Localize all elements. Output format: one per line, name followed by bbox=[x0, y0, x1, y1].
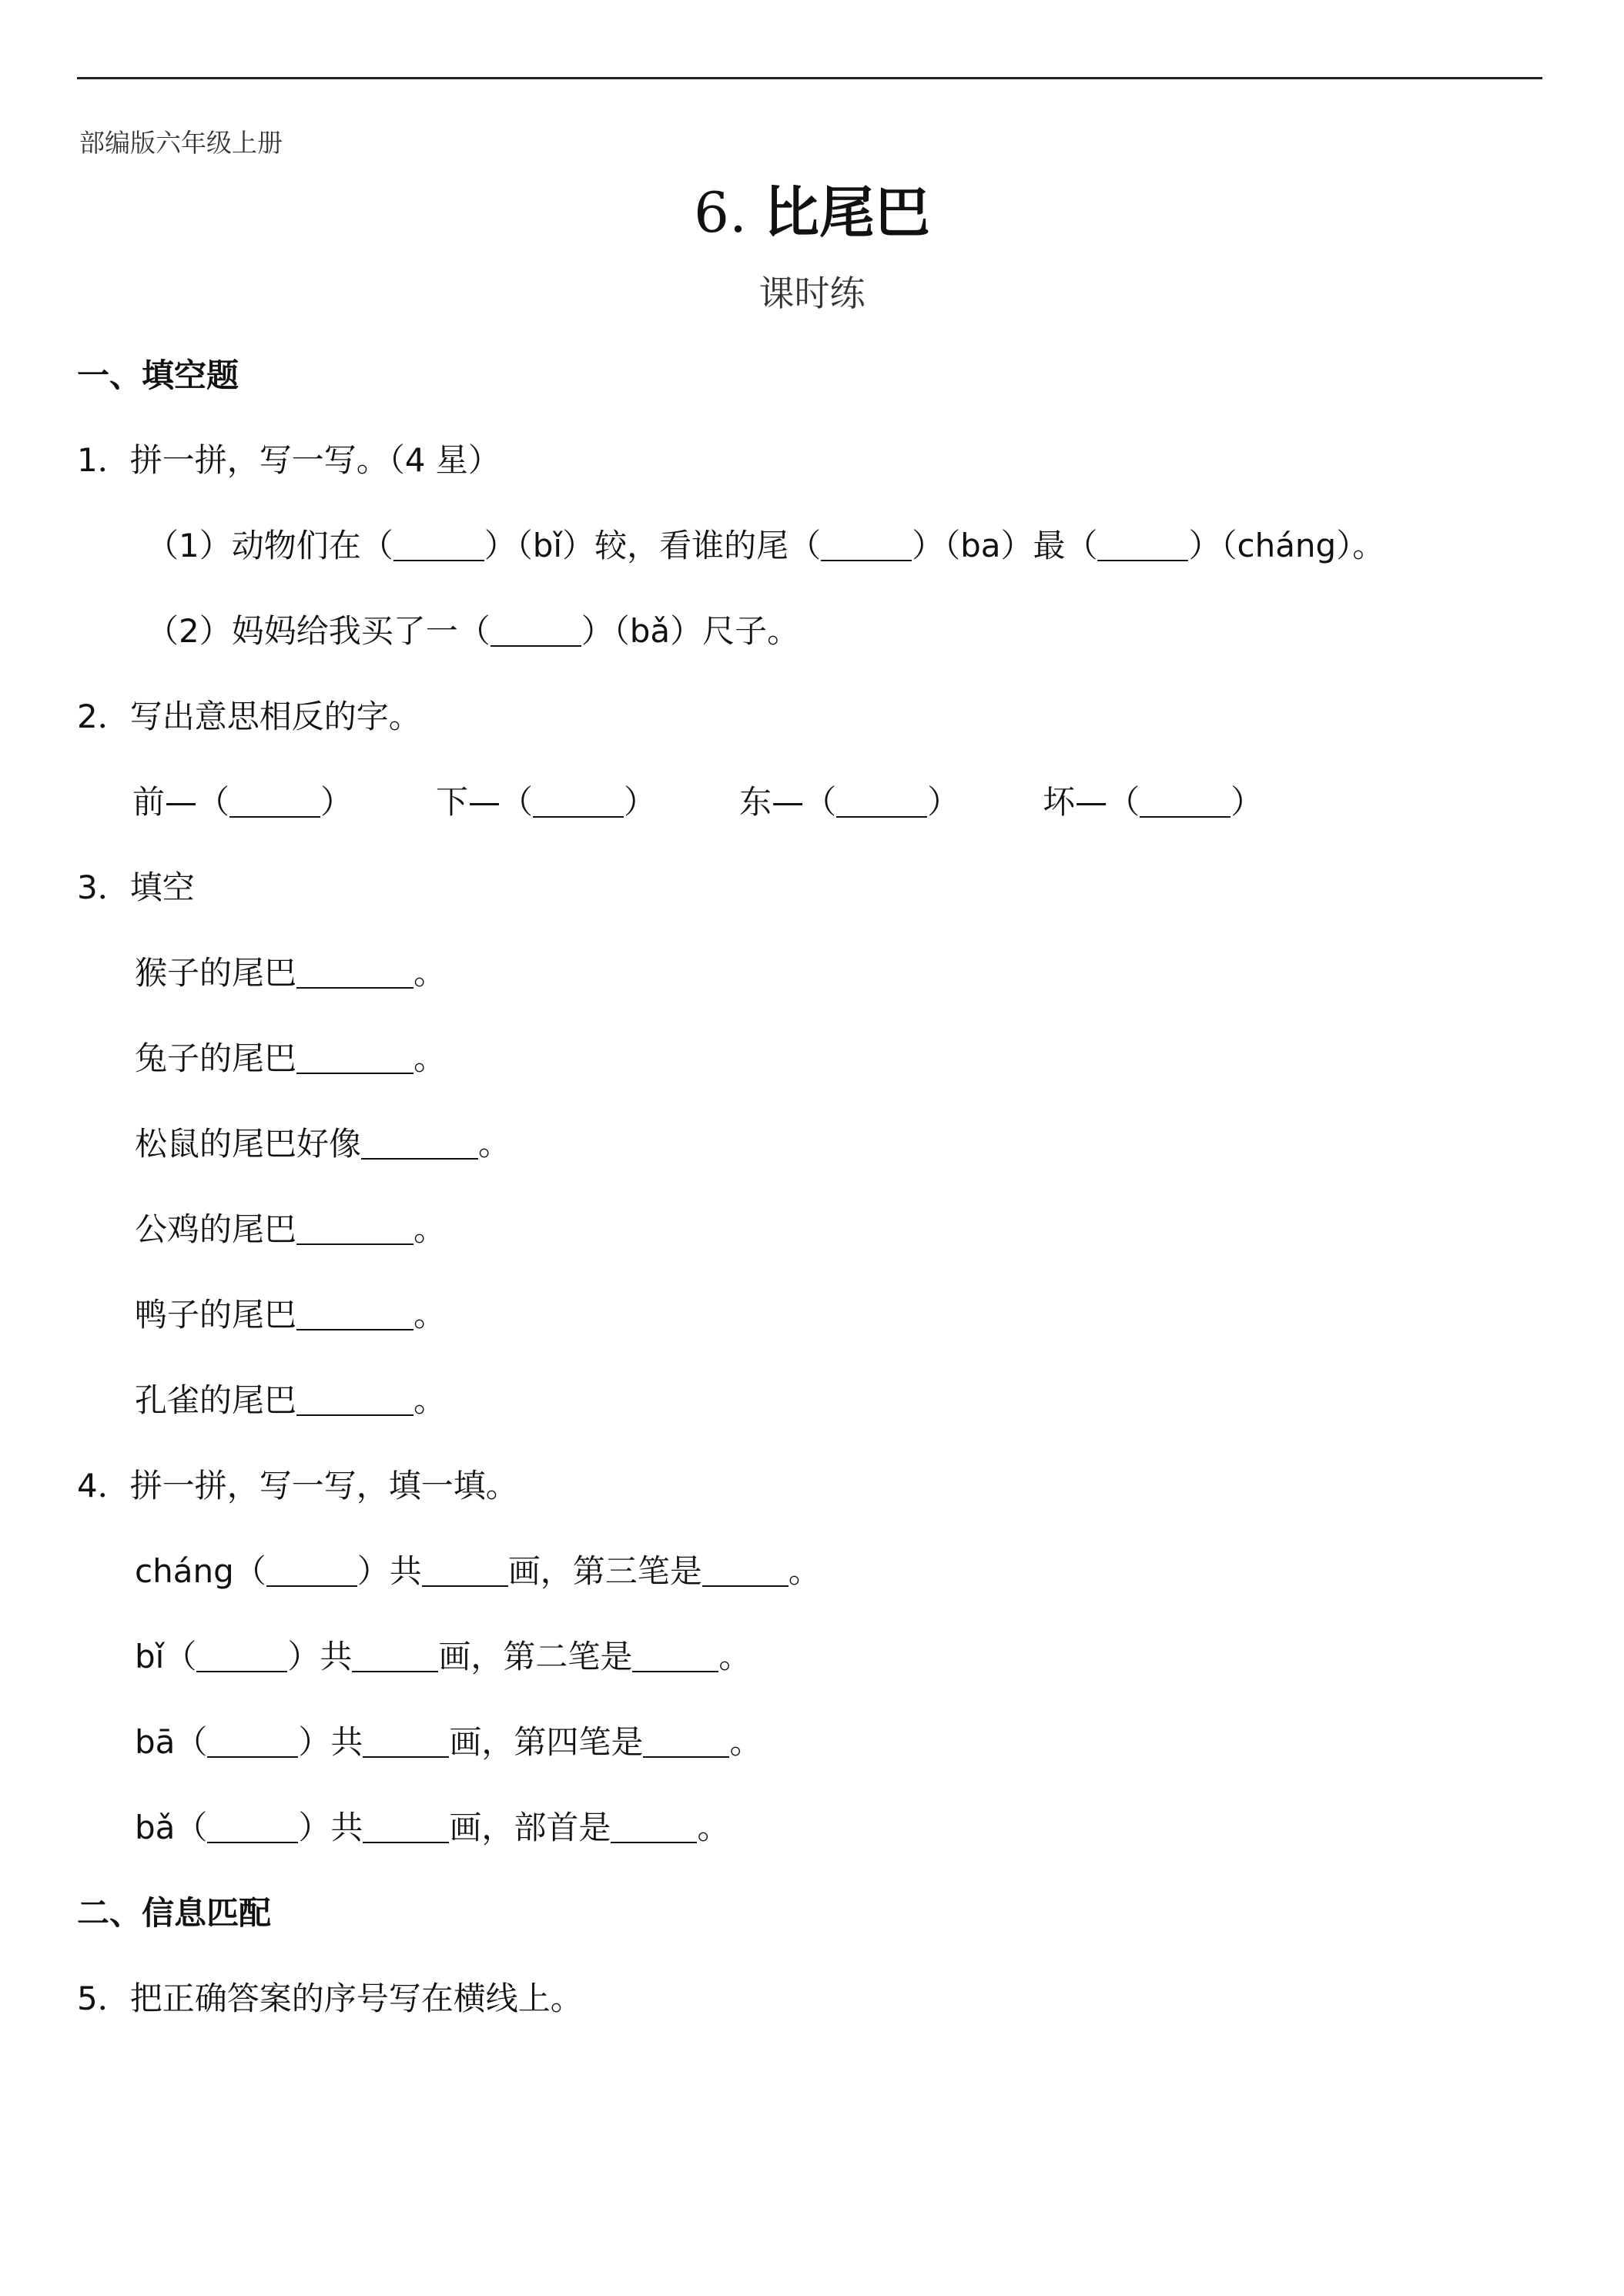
lesson-title: 比尾巴 bbox=[763, 179, 930, 245]
answer-blank[interactable] bbox=[229, 784, 320, 818]
answer-blank[interactable] bbox=[1140, 784, 1231, 818]
answer-blank[interactable] bbox=[296, 1382, 414, 1416]
answer-blank[interactable] bbox=[611, 1809, 697, 1843]
header-series: 部编版六年级上册 bbox=[79, 128, 283, 158]
answer-blank[interactable] bbox=[296, 1040, 414, 1074]
answer-blank[interactable] bbox=[491, 613, 581, 647]
question-4-item: bā（ ）共 画，第四笔是 。 bbox=[135, 1723, 762, 1761]
answer-blank[interactable] bbox=[207, 1809, 298, 1843]
page-title bbox=[0, 168, 1624, 248]
answer-blank[interactable] bbox=[296, 1297, 414, 1330]
question-1-stem: 1．拼一拼，写一写。（4 星） bbox=[77, 441, 501, 479]
answer-blank[interactable] bbox=[533, 784, 624, 818]
answer-blank[interactable] bbox=[1097, 527, 1188, 561]
question-3-item: 兔子的尾巴 。 bbox=[135, 1039, 447, 1077]
question-2-stem: 2．写出意思相反的字。 bbox=[77, 698, 421, 735]
answer-blank[interactable] bbox=[632, 1638, 718, 1672]
question-3-stem: 3．填空 bbox=[77, 869, 195, 906]
question-4-item: bǐ（ ）共 画，第二笔是 。 bbox=[135, 1638, 752, 1675]
answer-blank[interactable] bbox=[361, 1126, 478, 1160]
answer-blank[interactable] bbox=[643, 1724, 729, 1758]
question-1-part-2: （2）妈妈给我买了一（ ）（bǎ）尺子。 bbox=[146, 612, 800, 650]
answer-blank[interactable] bbox=[702, 1553, 789, 1587]
question-3-item: 松鼠的尾巴好像 。 bbox=[135, 1125, 511, 1163]
answer-blank[interactable] bbox=[352, 1638, 438, 1672]
question-4-stem: 4．拼一拼，写一写，填一填。 bbox=[77, 1467, 518, 1504]
page-subtitle: 课时练 bbox=[758, 273, 866, 314]
section-heading-1: 一、填空题 bbox=[77, 356, 239, 394]
question-3-item: 鸭子的尾巴 。 bbox=[135, 1296, 447, 1334]
question-3-item: 公鸡的尾巴 。 bbox=[135, 1210, 447, 1248]
lesson-number: 6. bbox=[694, 180, 747, 245]
answer-blank[interactable] bbox=[821, 527, 912, 561]
question-4-item: cháng（ ）共 画，第三笔是 。 bbox=[135, 1552, 821, 1590]
header-rule bbox=[77, 77, 1542, 79]
question-4-item: bǎ（ ）共 画，部首是 。 bbox=[135, 1809, 730, 1846]
question-5-stem: 5．把正确答案的序号写在横线上。 bbox=[77, 1980, 583, 2017]
question-3-item: 孔雀的尾巴 。 bbox=[135, 1381, 447, 1419]
answer-blank[interactable] bbox=[207, 1724, 298, 1758]
answer-blank[interactable] bbox=[422, 1553, 508, 1587]
question-2-pairs: 前—（ ） 下—（ ） 东—（ ） 坏—（ ） bbox=[132, 783, 1264, 821]
section-heading-2: 二、信息匹配 bbox=[77, 1894, 272, 1932]
answer-blank[interactable] bbox=[363, 1724, 449, 1758]
answer-blank[interactable] bbox=[393, 527, 484, 561]
answer-blank[interactable] bbox=[296, 955, 414, 989]
question-1-part-1: （1）动物们在（ ）（bǐ）较，看谁的尾（ ）（ba）最（ ）（cháng）。 bbox=[146, 527, 1385, 564]
answer-blank[interactable] bbox=[363, 1809, 449, 1843]
answer-blank[interactable] bbox=[296, 1211, 414, 1245]
answer-blank[interactable] bbox=[836, 784, 927, 818]
answer-blank[interactable] bbox=[196, 1638, 287, 1672]
answer-blank[interactable] bbox=[266, 1553, 357, 1587]
question-3-item: 猴子的尾巴 。 bbox=[135, 954, 447, 992]
